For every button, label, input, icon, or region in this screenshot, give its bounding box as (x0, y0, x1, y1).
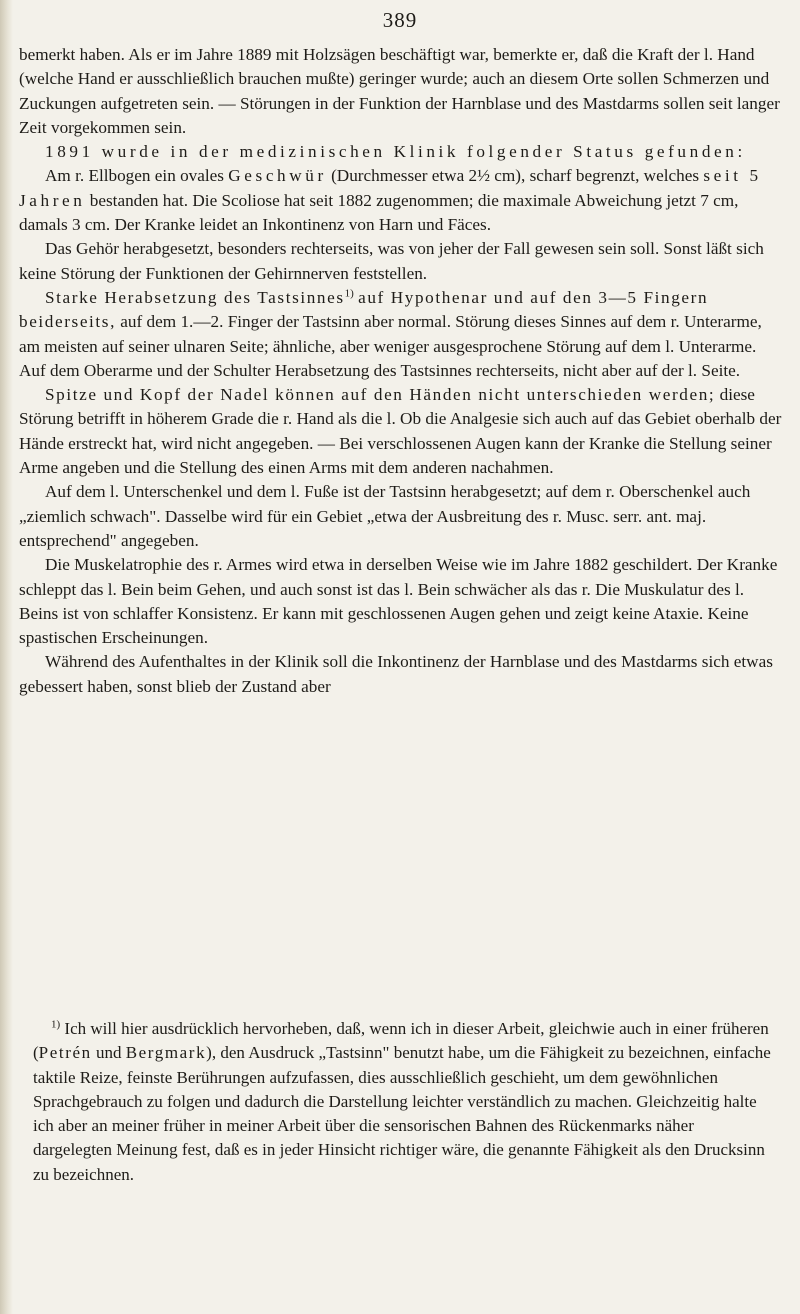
footnote-mark: 1) (51, 1018, 61, 1031)
main-text (19, 43, 783, 699)
page-number: 389 (382, 8, 418, 32)
paragraph-8: Während des Aufenthaltes in der Klinik soll die Inkontinenz der Harnblase und des Mastdarms sich etwas gebessert haben, sonst blieb der Zustand aber (19, 652, 773, 696)
paragraph-6: Auf dem l. Unterschenkel und dem l. Fuße ist der Tastsinn herabgesetzt; auf dem r. Oberschenkel auch „ziemlich schwach". Dasselbe wird für ein Gebiet „etwa der Ausbreitung des r. Musc. serr. ant. maj. entsprechend" angegeben. (19, 482, 751, 550)
status-heading: 1891 wurde in der medizinischen Klinik folgender Status gefunden: (45, 142, 746, 162)
footnote-text: $^{1)}$ Ich will hier ausdrücklich hervorheben, daß, wenn ich in dieser Arbeit, gleichwie auch in einer früheren (Petrén und Bergmark), den Ausdruck „Tastsinn" benutzt habe, um die Fähigkeit zu bezeichnen, einfache taktile Reize, feinste Berührungen aufzufassen, dies ausschließlich geschieht, um dem gewöhnlichen Sprachgebrauch zu folgen und dadurch die Darstellung leichter verständlich zu machen. Gleichzeitig halte ich aber an meiner früher in meiner Arbeit über die sensorischen Bahnen des Rückenmarks näher dargelegten Meinung fest, daß es in jeder Hinsicht richtiger wäre, die genannte Fähigkeit als den Drucksinn zu bezeichnen. (33, 1018, 771, 1184)
paragraph-1: bemerkt haben. Als er im Jahre 1889 mit Holzsägen beschäftigt war, bemerkte er, daß die Kraft der l. Hand (welche Hand er ausschließlich brauchen mußte) geringer wurde; auch an diesem Orte sollen Schmerzen und Zuckungen aufgetreten sein. — Störungen in der Funktion der Harnblase und des Mastdarms sollen seit langer Zeit vorgekommen sein. (19, 45, 780, 137)
paragraph-2: Am r. Ellbogen ein ovales Geschwür (Durchmesser etwa 2½ cm), scharf begrenzt, welches seit 5 Jahren bestanden hat. Die Scoliose hat seit 1882 zugenommen; die maximale Abweichung jetzt 7 cm, damals 3 cm. Der Kranke leidet an Inkontinenz von Harn und Fäces. (19, 166, 762, 235)
footnote-reference: 1) (344, 287, 354, 300)
book-gutter-shadow (0, 0, 13, 1314)
paragraph-7: Die Muskelatrophie des r. Armes wird etwa in derselben Weise wie im Jahre 1882 geschildert. Der Kranke schleppt das l. Bein beim Gehen, und auch sonst ist das l. Bein schwächer als das r. Die Muskulatur des l. Beins ist von schlaffer Konsistenz. Er kann mit geschlossenen Augen gehen und zeigt keine Ataxie. Keine spastischen Erscheinungen. (19, 555, 778, 648)
footnote (33, 1017, 773, 1187)
paragraph-5: Spitze und Kopf der Nadel können auf den Händen nicht unterschieden werden; diese Störung betrifft in höherem Grade die r. Hand als die l. Ob die Analgesie sich auch auf das Gebiet oberhalb der Hände erstreckt hat, wird nicht angegeben. — Bei verschlossenen Augen kann der Kranke die Stellung seiner Arme angeben und die Stellung des einen Arms mit dem anderen nachahmen. (19, 385, 782, 478)
paragraph-3: Das Gehör herabgesetzt, besonders rechterseits, was von jeher der Fall gewesen sein soll. Sonst läßt sich keine Störung der Funktionen der Gehirnnerven feststellen. (19, 239, 764, 283)
paragraph-4: Starke Herabsetzung des Tastsinnes$^{1)}$ auf Hypothenar und auf den 3—5 Fingern beiderseits, auf dem 1.—2. Finger der Tastsinn aber normal. Störung dieses Sinnes auf dem r. Unterarme, am meisten auf seiner ulnaren Seite; ähnliche, aber weniger ausgesprochene Störung auf dem l. Unterarme. Auf dem Oberarme und der Schulter Herabsetzung des Tastsinnes rechterseits, nicht aber auf der l. Seite. (19, 287, 762, 380)
